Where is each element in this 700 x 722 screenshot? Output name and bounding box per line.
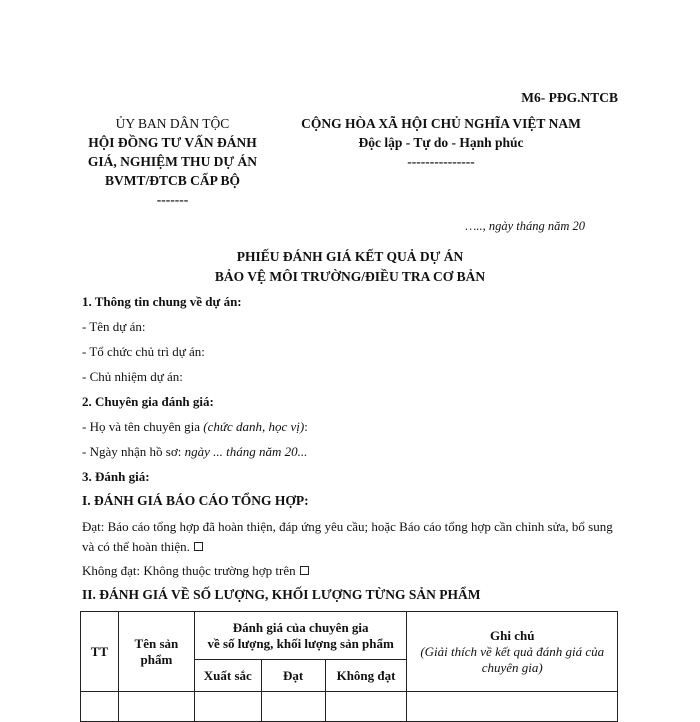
table-cell (118, 692, 194, 722)
council-name-line3: BVMT/ĐTCB CẤP BỘ (104, 173, 240, 188)
fail-criterion: Không đạt: Không thuộc trường hợp trên (82, 563, 309, 579)
product-evaluation-table (80, 611, 618, 722)
col-header-pass: Đạt (261, 660, 325, 692)
project-leader-field: - Chủ nhiệm dự án: (82, 369, 183, 384)
table-cell (261, 692, 325, 722)
project-name-field: - Tên dự án: (82, 319, 146, 334)
issuing-agency-header (70, 114, 275, 209)
part2-heading: II. ĐÁNH GIÁ VỀ SỐ LƯỢNG, KHỐI LƯỢNG TỪNG SẢN PHẨM (82, 587, 481, 602)
pass-criterion: Đạt: Báo cáo tổng hợp đã hoàn thiện, đáp ứng yêu cầu; hoặc Báo cáo tổng hợp cần chỉnh sửa, bổ sung và có thể hoàn thiện. (82, 519, 613, 554)
host-organization-field: - Tổ chức chủ trì dự án: (82, 344, 205, 359)
date-line: ….., ngày tháng năm 20 (465, 219, 585, 233)
left-header-divider: ------- (156, 192, 189, 207)
title-line2: BẢO VỆ MÔI TRƯỜNG/ĐIỀU TRA CƠ BẢN (214, 269, 486, 284)
council-name-line2: GIÁ, NGHIỆM THU DỰ ÁN (87, 154, 258, 169)
col-header-note: Ghi chú (Giải thích về kết quả đánh giá của chuyên gia) (407, 612, 618, 692)
agency-name: ỦY BAN DÂN TỘC (115, 116, 230, 131)
table-cell (81, 692, 119, 722)
col-header-fail: Không đạt (325, 660, 407, 692)
right-header-divider: --------------- (407, 154, 475, 169)
country-name: CỘNG HÒA XÃ HỘI CHỦ NGHĨA VIỆT NAM (301, 116, 581, 131)
council-name-line1: HỘI ĐỒNG TƯ VẤN ĐÁNH (88, 135, 257, 150)
section1-heading: 1. Thông tin chung về dự án: (82, 294, 242, 309)
table-cell (194, 692, 261, 722)
title-line1: PHIẾU ĐÁNH GIÁ KẾT QUẢ DỰ ÁN (236, 249, 464, 264)
national-header (276, 114, 606, 171)
received-date-field: - Ngày nhận hồ sơ: ngày ... tháng năm 20... (82, 444, 308, 459)
col-header-tt: TT (81, 612, 119, 692)
col-header-excellent: Xuất sắc (194, 660, 261, 692)
document-title (0, 247, 700, 287)
col-header-product-name: Tên sản phẩm (118, 612, 194, 692)
table-cell (325, 692, 407, 722)
col-header-expert-evaluation: Đánh giá của chuyên gia về số lượng, khối lượng sản phẩm (194, 612, 407, 660)
section2-heading: 2. Chuyên gia đánh giá: (82, 394, 214, 409)
fail-checkbox[interactable] (300, 566, 309, 575)
national-motto: Độc lập - Tự do - Hạnh phúc (358, 135, 524, 150)
expert-name-field: - Họ và tên chuyên gia (chức danh, học vị): (82, 419, 308, 434)
section3-heading: 3. Đánh giá: (82, 469, 150, 484)
form-code: M6- PĐG.NTCB (521, 90, 618, 105)
part1-heading: I. ĐÁNH GIÁ BÁO CÁO TỔNG HỢP: (82, 493, 309, 508)
table-cell (407, 692, 618, 722)
pass-checkbox[interactable] (194, 542, 203, 551)
